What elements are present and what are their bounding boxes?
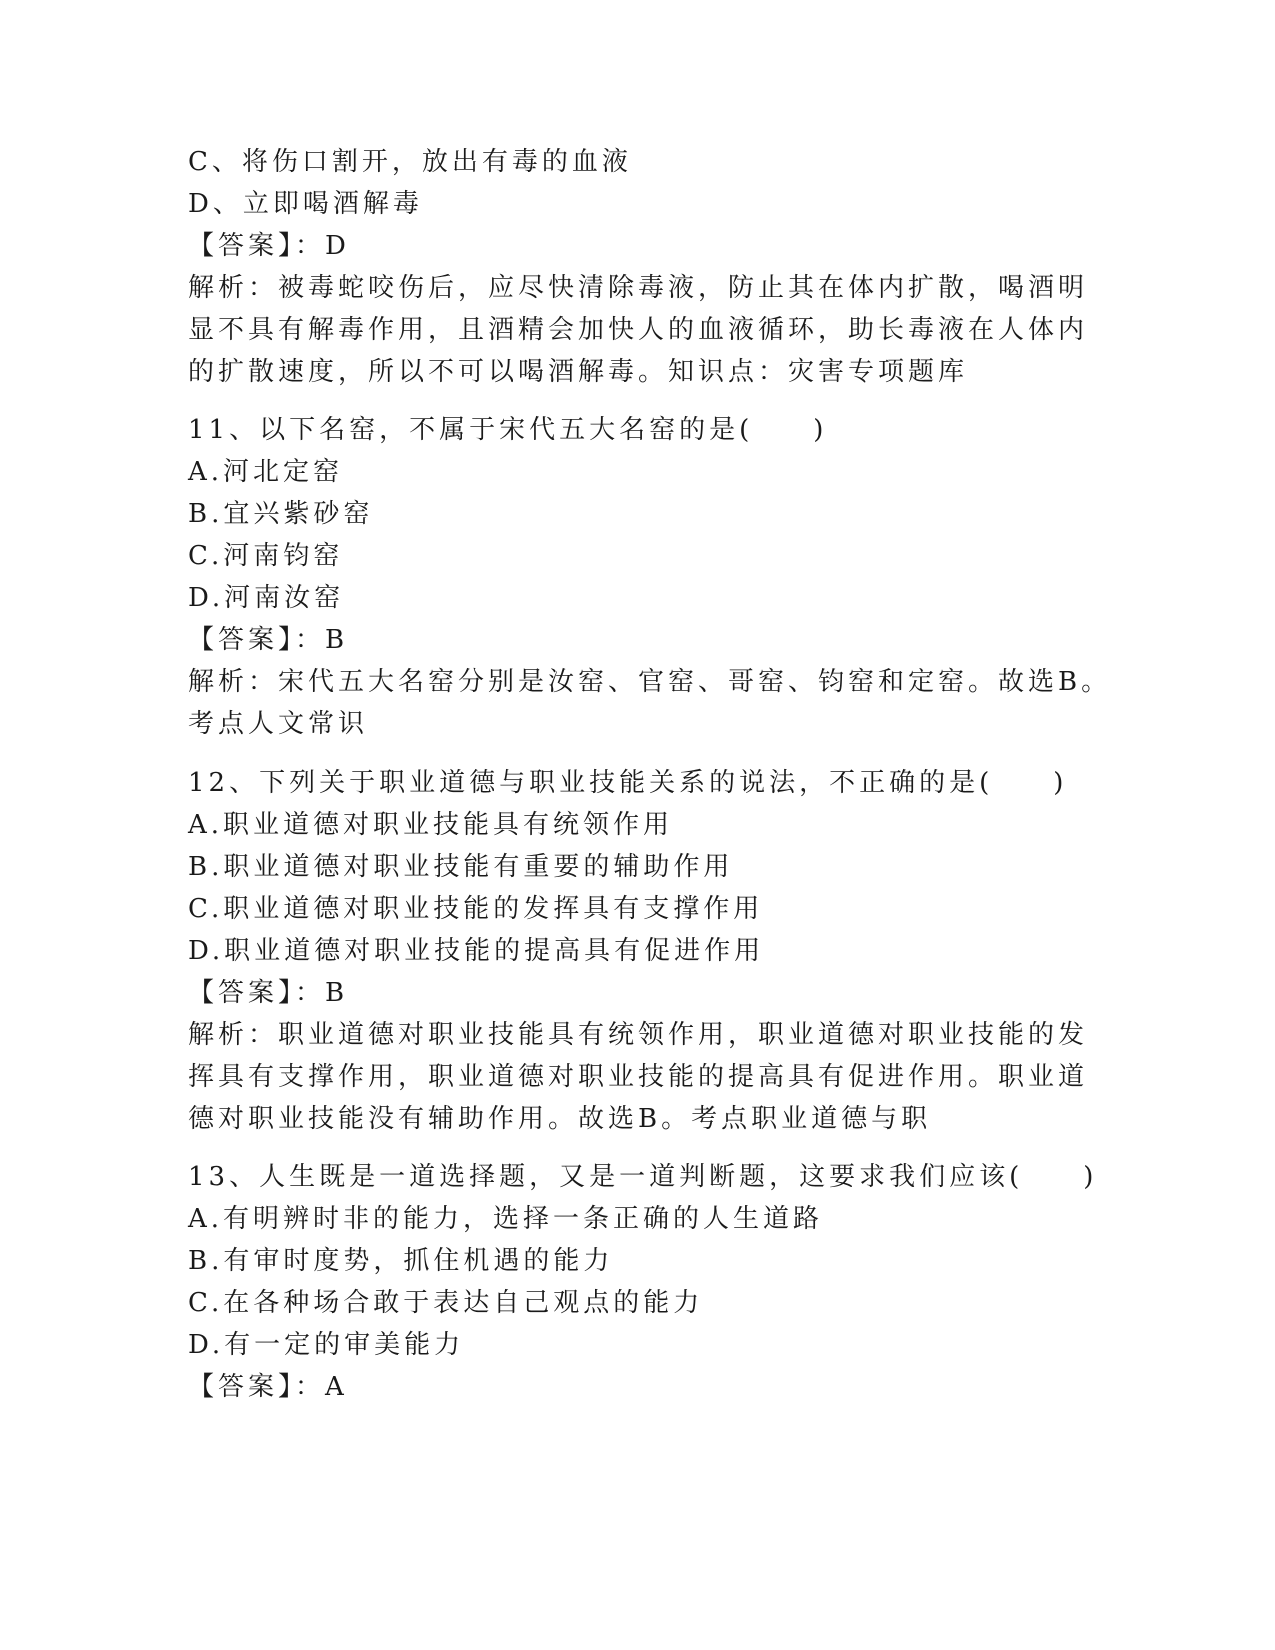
- q13-answer: 【答案】：A: [188, 1372, 348, 1402]
- q11-analysis-line: 解析：宋代五大名窑分别是汝窑、官窑、哥窑、钧窑和定窑。故选B。: [188, 667, 1112, 697]
- q13-option: B.有审时度势，抓住机遇的能力: [188, 1246, 614, 1276]
- q13-question: 13、人生既是一道选择题，又是一道判断题，这要求我们应该( ): [188, 1162, 1098, 1192]
- q11-question: 11、以下名窑，不属于宋代五大名窑的是( ): [188, 415, 828, 445]
- q10-option-d: D、立即喝酒解毒: [188, 189, 423, 219]
- q10-analysis-line: 显不具有解毒作用，且酒精会加快人的血液循环，助长毒液在人体内: [188, 315, 1089, 345]
- q13-option: A.有明辨时非的能力，选择一条正确的人生道路: [188, 1204, 824, 1234]
- q12-analysis-line: 解析：职业道德对职业技能具有统领作用，职业道德对职业技能的发: [188, 1020, 1089, 1050]
- q11-option: D.河南汝窑: [188, 583, 345, 613]
- q12-analysis-line: 德对职业技能没有辅助作用。故选B。考点职业道德与职: [188, 1104, 932, 1134]
- q11-answer: 【答案】：B: [188, 625, 349, 655]
- q12-answer: 【答案】：B: [188, 978, 349, 1008]
- q12-option: D.职业道德对职业技能的提高具有促进作用: [188, 936, 765, 966]
- q11-option: A.河北定窑: [188, 457, 344, 487]
- q12-option: C.职业道德对职业技能的发挥具有支撑作用: [188, 894, 764, 924]
- q11-analysis-line: 考点人文常识: [188, 709, 369, 739]
- q11-option: C.河南钧窑: [188, 541, 344, 571]
- q11-option: B.宜兴紫砂窑: [188, 499, 374, 529]
- q12-question: 12、下列关于职业道德与职业技能关系的说法，不正确的是( ): [188, 768, 1068, 798]
- q10-answer: 【答案】：D: [188, 231, 350, 261]
- q13-option: D.有一定的审美能力: [188, 1330, 465, 1360]
- q12-analysis-line: 挥具有支撑作用，职业道德对职业技能的提高具有促进作用。职业道: [188, 1062, 1089, 1092]
- q10-analysis-line: 的扩散速度，所以不可以喝酒解毒。知识点：灾害专项题库: [188, 357, 969, 387]
- q12-option: B.职业道德对职业技能有重要的辅助作用: [188, 852, 734, 882]
- q12-option: A.职业道德对职业技能具有统领作用: [188, 810, 674, 840]
- q10-option-c: C、将伤口割开，放出有毒的血液: [188, 147, 632, 177]
- q10-analysis-line: 解析：被毒蛇咬伤后，应尽快清除毒液，防止其在体内扩散，喝酒明: [188, 273, 1089, 303]
- q13-option: C.在各种场合敢于表达自己观点的能力: [188, 1288, 704, 1318]
